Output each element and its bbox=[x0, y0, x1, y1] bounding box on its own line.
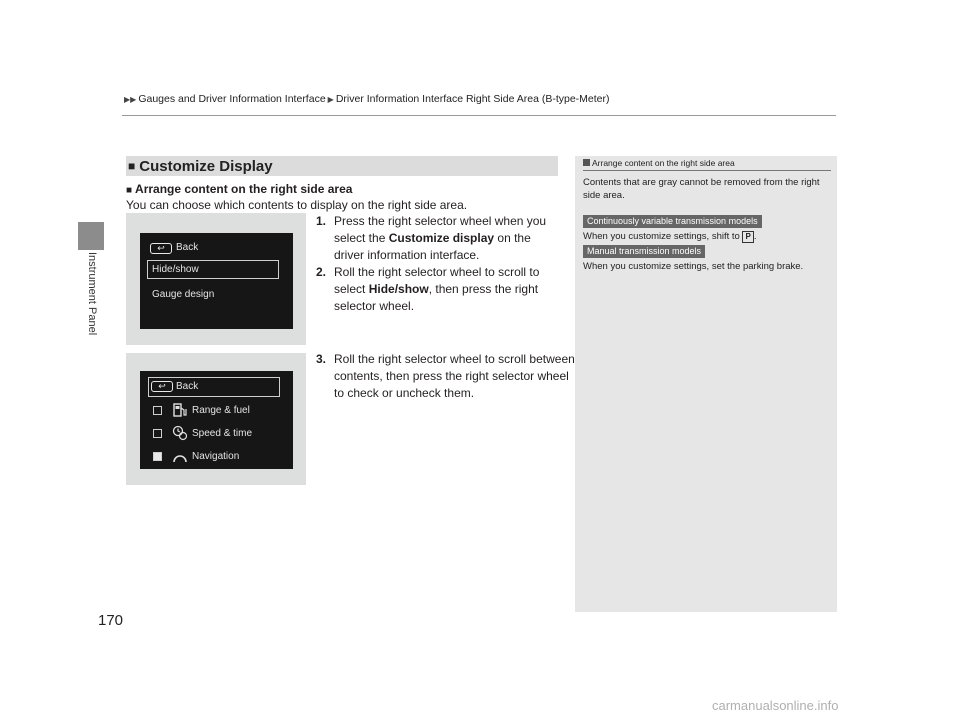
park-key-icon: P bbox=[742, 231, 753, 243]
back-icon: ↩ bbox=[151, 381, 173, 392]
chapter-tab bbox=[78, 222, 104, 250]
header-rule bbox=[122, 115, 836, 116]
step-1: 1. Press the right selector wheel when you select the Customize display on the driver information interface. bbox=[316, 214, 547, 262]
double-arrow-icon: ▶▶ bbox=[124, 95, 137, 104]
section-title-text: Customize Display bbox=[139, 158, 273, 175]
manual-models-badge: Manual transmission models bbox=[583, 245, 705, 258]
checkbox-checked bbox=[153, 452, 162, 461]
chapter-label: Instrument Panel bbox=[86, 252, 98, 336]
step-2: 2. Roll the right selector wheel to scroll to select Hide/show, then press the right selector wheel. bbox=[316, 265, 540, 313]
fuel-icon bbox=[172, 402, 188, 418]
note-paragraph-2: When you customize settings, shift to P . bbox=[583, 231, 757, 242]
side-note bbox=[575, 156, 837, 612]
steps-list bbox=[316, 213, 575, 400]
square-bullet-icon: ■ bbox=[128, 159, 136, 173]
subsection-title-text: Arrange content on the right side area bbox=[135, 182, 353, 196]
note-icon bbox=[583, 159, 590, 166]
section-title bbox=[128, 158, 273, 175]
note-heading: Arrange content on the right side area bbox=[583, 158, 735, 168]
breadcrumb bbox=[122, 93, 610, 105]
screen2-speed-time: Speed & time bbox=[192, 428, 253, 439]
screen2-range-fuel: Range & fuel bbox=[192, 405, 250, 416]
note-rule bbox=[583, 170, 831, 171]
screen1-hide-show: Hide/show bbox=[152, 264, 199, 275]
subsection-title bbox=[126, 182, 352, 196]
note-paragraph-1: Contents that are gray cannot be removed from the right side area. bbox=[583, 177, 820, 201]
screen1-gauge-design: Gauge design bbox=[152, 289, 215, 300]
screen1-back: Back bbox=[176, 242, 199, 253]
speed-time-icon bbox=[172, 425, 188, 441]
checkbox-unchecked bbox=[153, 429, 162, 438]
meter-screen-1 bbox=[140, 233, 293, 329]
back-icon: ↩ bbox=[150, 243, 172, 254]
step-3: 3. Roll the right selector wheel to scroll between contents, then press the right selector wheel to check or uncheck them. bbox=[316, 352, 575, 400]
breadcrumb-part-1[interactable]: Gauges and Driver Information Interface bbox=[138, 93, 326, 105]
note-paragraph-3: When you customize settings, set the parking brake. bbox=[583, 261, 804, 272]
meter-screen-2 bbox=[140, 371, 293, 469]
cvt-models-badge: Continuously variable transmission models bbox=[583, 215, 762, 228]
screen2-back: Back bbox=[176, 381, 199, 392]
navigation-icon bbox=[171, 447, 189, 465]
screen2-navigation: Navigation bbox=[192, 451, 240, 462]
checkbox-unchecked bbox=[153, 406, 162, 415]
display-image-2 bbox=[126, 353, 306, 485]
display-image-1 bbox=[126, 213, 306, 345]
square-bullet-icon: ■ bbox=[126, 185, 133, 196]
intro-text: You can choose which contents to display on the right side area. bbox=[126, 198, 468, 212]
watermark: carmanualsonline.info bbox=[712, 698, 839, 713]
arrow-icon: ▶ bbox=[327, 95, 334, 104]
page-number: 170 bbox=[98, 612, 124, 629]
breadcrumb-part-2[interactable]: Driver Information Interface Right Side Area (B-type-Meter) bbox=[335, 93, 610, 105]
